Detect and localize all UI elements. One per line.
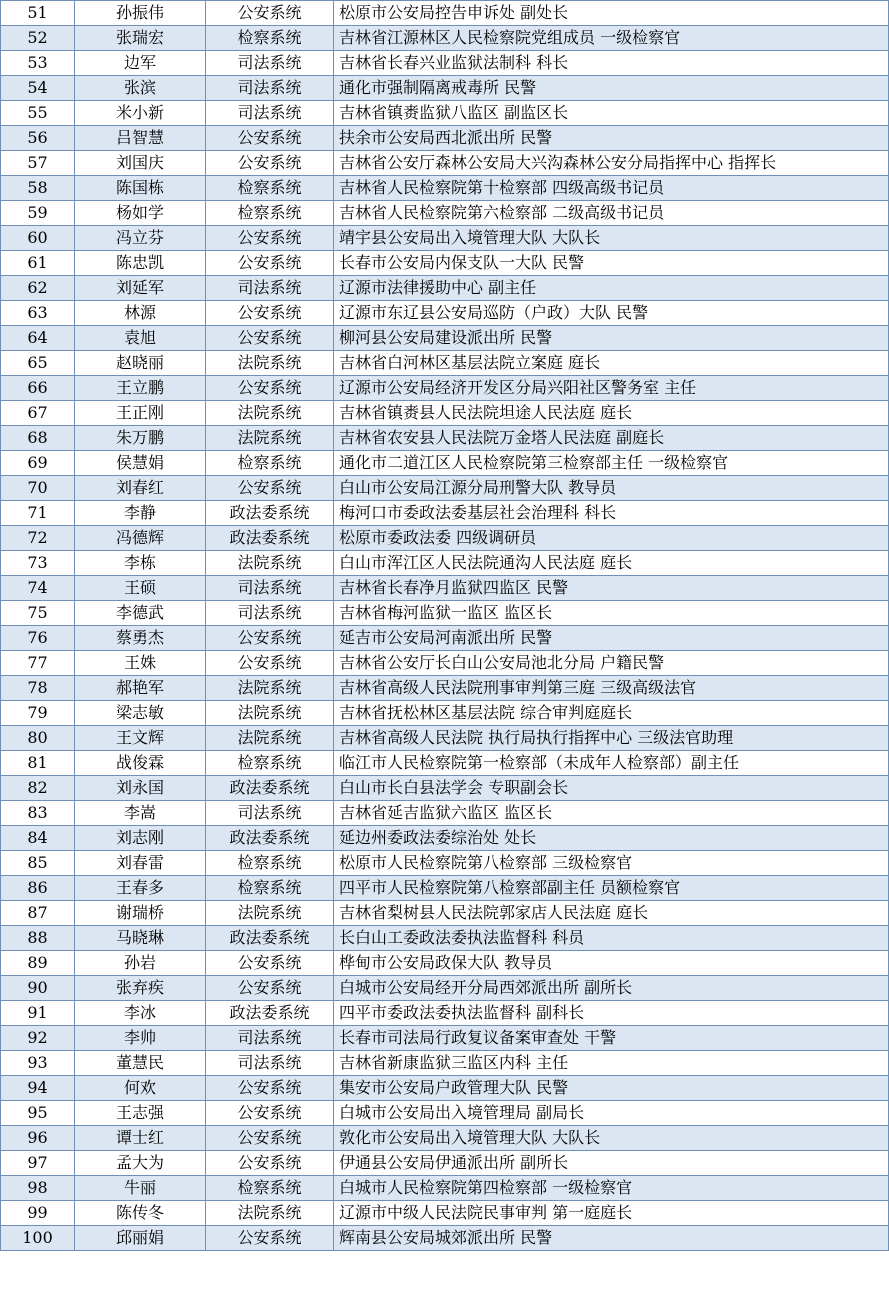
unit-position: 吉林省江源林区人民检察院党组成员 一级检察官 bbox=[334, 26, 889, 51]
unit-position: 桦甸市公安局政保大队 教导员 bbox=[334, 951, 889, 976]
person-name: 王硕 bbox=[75, 576, 206, 601]
person-name: 李德武 bbox=[75, 601, 206, 626]
unit-position: 吉林省白河林区基层法院立案庭 庭长 bbox=[334, 351, 889, 376]
unit-position: 吉林省公安厅长白山公安局池北分局 户籍民警 bbox=[334, 651, 889, 676]
row-number: 55 bbox=[1, 101, 75, 126]
unit-position: 白城市人民检察院第四检察部 一级检察官 bbox=[334, 1176, 889, 1201]
person-name: 王立鹏 bbox=[75, 376, 206, 401]
unit-position: 白山市公安局江源分局刑警大队 教导员 bbox=[334, 476, 889, 501]
person-name: 张滨 bbox=[75, 76, 206, 101]
table-row bbox=[1, 76, 889, 101]
unit-position: 辉南县公安局城郊派出所 民警 bbox=[334, 1226, 889, 1251]
row-number: 57 bbox=[1, 151, 75, 176]
row-number: 98 bbox=[1, 1176, 75, 1201]
system-name: 公安系统 bbox=[206, 1101, 334, 1126]
row-number: 69 bbox=[1, 451, 75, 476]
person-name: 张瑞宏 bbox=[75, 26, 206, 51]
row-number: 54 bbox=[1, 76, 75, 101]
system-name: 检察系统 bbox=[206, 751, 334, 776]
unit-position: 吉林省人民检察院第六检察部 二级高级书记员 bbox=[334, 201, 889, 226]
row-number: 73 bbox=[1, 551, 75, 576]
table-row bbox=[1, 951, 889, 976]
system-name: 法院系统 bbox=[206, 901, 334, 926]
person-name: 刘志刚 bbox=[75, 826, 206, 851]
system-name: 法院系统 bbox=[206, 426, 334, 451]
row-number: 52 bbox=[1, 26, 75, 51]
person-name: 王志强 bbox=[75, 1101, 206, 1126]
row-number: 78 bbox=[1, 676, 75, 701]
system-name: 公安系统 bbox=[206, 651, 334, 676]
unit-position: 四平市委政法委执法监督科 副科长 bbox=[334, 1001, 889, 1026]
person-name: 孙振伟 bbox=[75, 1, 206, 26]
table-row bbox=[1, 526, 889, 551]
person-name: 陈传冬 bbox=[75, 1201, 206, 1226]
person-name: 陈国栋 bbox=[75, 176, 206, 201]
row-number: 100 bbox=[1, 1226, 75, 1251]
table-row bbox=[1, 1101, 889, 1126]
system-name: 公安系统 bbox=[206, 1076, 334, 1101]
person-name: 刘国庆 bbox=[75, 151, 206, 176]
unit-position: 吉林省镇赉监狱八监区 副监区长 bbox=[334, 101, 889, 126]
person-name: 王姝 bbox=[75, 651, 206, 676]
table-row bbox=[1, 151, 889, 176]
system-name: 公安系统 bbox=[206, 326, 334, 351]
person-name: 谭士红 bbox=[75, 1126, 206, 1151]
system-name: 公安系统 bbox=[206, 151, 334, 176]
row-number: 76 bbox=[1, 626, 75, 651]
unit-position: 吉林省延吉监狱六监区 监区长 bbox=[334, 801, 889, 826]
row-number: 74 bbox=[1, 576, 75, 601]
system-name: 政法委系统 bbox=[206, 501, 334, 526]
row-number: 63 bbox=[1, 301, 75, 326]
person-name: 吕智慧 bbox=[75, 126, 206, 151]
row-number: 81 bbox=[1, 751, 75, 776]
system-name: 公安系统 bbox=[206, 126, 334, 151]
row-number: 99 bbox=[1, 1201, 75, 1226]
table-row bbox=[1, 901, 889, 926]
table-row bbox=[1, 301, 889, 326]
unit-position: 辽源市中级人民法院民事审判 第一庭庭长 bbox=[334, 1201, 889, 1226]
row-number: 77 bbox=[1, 651, 75, 676]
person-name: 张弃疾 bbox=[75, 976, 206, 1001]
system-name: 政法委系统 bbox=[206, 826, 334, 851]
person-name: 邱丽娟 bbox=[75, 1226, 206, 1251]
table-row bbox=[1, 226, 889, 251]
person-name: 郝艳军 bbox=[75, 676, 206, 701]
person-name: 孙岩 bbox=[75, 951, 206, 976]
table-row bbox=[1, 1, 889, 26]
unit-position: 辽源市法律援助中心 副主任 bbox=[334, 276, 889, 301]
row-number: 80 bbox=[1, 726, 75, 751]
person-name: 李静 bbox=[75, 501, 206, 526]
person-name: 牛丽 bbox=[75, 1176, 206, 1201]
person-name: 李栋 bbox=[75, 551, 206, 576]
row-number: 75 bbox=[1, 601, 75, 626]
person-name: 米小新 bbox=[75, 101, 206, 126]
system-name: 公安系统 bbox=[206, 226, 334, 251]
system-name: 司法系统 bbox=[206, 1026, 334, 1051]
table-row bbox=[1, 726, 889, 751]
system-name: 检察系统 bbox=[206, 201, 334, 226]
system-name: 司法系统 bbox=[206, 576, 334, 601]
system-name: 司法系统 bbox=[206, 51, 334, 76]
system-name: 司法系统 bbox=[206, 276, 334, 301]
person-name: 马晓琳 bbox=[75, 926, 206, 951]
row-number: 68 bbox=[1, 426, 75, 451]
system-name: 公安系统 bbox=[206, 301, 334, 326]
table-row bbox=[1, 851, 889, 876]
table-row bbox=[1, 676, 889, 701]
unit-position: 扶余市公安局西北派出所 民警 bbox=[334, 126, 889, 151]
row-number: 53 bbox=[1, 51, 75, 76]
unit-position: 松原市委政法委 四级调研员 bbox=[334, 526, 889, 551]
unit-position: 梅河口市委政法委基层社会治理科 科长 bbox=[334, 501, 889, 526]
person-name: 何欢 bbox=[75, 1076, 206, 1101]
system-name: 检察系统 bbox=[206, 451, 334, 476]
system-name: 检察系统 bbox=[206, 1176, 334, 1201]
row-number: 51 bbox=[1, 1, 75, 26]
table-row bbox=[1, 1026, 889, 1051]
person-name: 侯慧娟 bbox=[75, 451, 206, 476]
table-row bbox=[1, 776, 889, 801]
system-name: 公安系统 bbox=[206, 951, 334, 976]
table-row bbox=[1, 1076, 889, 1101]
person-name: 董慧民 bbox=[75, 1051, 206, 1076]
table-row bbox=[1, 401, 889, 426]
person-name: 杨如学 bbox=[75, 201, 206, 226]
table-row bbox=[1, 1151, 889, 1176]
table-row bbox=[1, 826, 889, 851]
system-name: 法院系统 bbox=[206, 351, 334, 376]
unit-position: 吉林省梅河监狱一监区 监区长 bbox=[334, 601, 889, 626]
table-row bbox=[1, 251, 889, 276]
person-name: 蔡勇杰 bbox=[75, 626, 206, 651]
person-name: 边军 bbox=[75, 51, 206, 76]
row-number: 93 bbox=[1, 1051, 75, 1076]
system-name: 检察系统 bbox=[206, 176, 334, 201]
unit-position: 集安市公安局户政管理大队 民警 bbox=[334, 1076, 889, 1101]
unit-position: 吉林省农安县人民法院万金塔人民法庭 副庭长 bbox=[334, 426, 889, 451]
unit-position: 临江市人民检察院第一检察部（未成年人检察部）副主任 bbox=[334, 751, 889, 776]
unit-position: 长白山工委政法委执法监督科 科员 bbox=[334, 926, 889, 951]
unit-position: 辽源市东辽县公安局巡防（户政）大队 民警 bbox=[334, 301, 889, 326]
unit-position: 吉林省新康监狱三监区内科 主任 bbox=[334, 1051, 889, 1076]
unit-position: 延边州委政法委综治处 处长 bbox=[334, 826, 889, 851]
table-row bbox=[1, 801, 889, 826]
unit-position: 白城市公安局出入境管理局 副局长 bbox=[334, 1101, 889, 1126]
system-name: 司法系统 bbox=[206, 801, 334, 826]
table-row bbox=[1, 651, 889, 676]
system-name: 法院系统 bbox=[206, 701, 334, 726]
row-number: 86 bbox=[1, 876, 75, 901]
person-name: 王文辉 bbox=[75, 726, 206, 751]
table-row bbox=[1, 1176, 889, 1201]
table-row bbox=[1, 701, 889, 726]
person-name: 林源 bbox=[75, 301, 206, 326]
unit-position: 通化市二道江区人民检察院第三检察部主任 一级检察官 bbox=[334, 451, 889, 476]
table-row bbox=[1, 626, 889, 651]
table-row bbox=[1, 126, 889, 151]
system-name: 政法委系统 bbox=[206, 776, 334, 801]
unit-position: 吉林省长春净月监狱四监区 民警 bbox=[334, 576, 889, 601]
table-row bbox=[1, 751, 889, 776]
table-row bbox=[1, 876, 889, 901]
system-name: 司法系统 bbox=[206, 1051, 334, 1076]
person-name: 陈忠凯 bbox=[75, 251, 206, 276]
system-name: 法院系统 bbox=[206, 551, 334, 576]
unit-position: 白山市长白县法学会 专职副会长 bbox=[334, 776, 889, 801]
table-row bbox=[1, 276, 889, 301]
system-name: 公安系统 bbox=[206, 626, 334, 651]
table-row bbox=[1, 1201, 889, 1226]
person-name: 王春多 bbox=[75, 876, 206, 901]
person-name: 战俊霖 bbox=[75, 751, 206, 776]
system-name: 公安系统 bbox=[206, 251, 334, 276]
system-name: 法院系统 bbox=[206, 401, 334, 426]
person-name: 刘春红 bbox=[75, 476, 206, 501]
row-number: 79 bbox=[1, 701, 75, 726]
table-row bbox=[1, 1051, 889, 1076]
person-name: 谢瑞桥 bbox=[75, 901, 206, 926]
system-name: 政法委系统 bbox=[206, 1001, 334, 1026]
system-name: 检察系统 bbox=[206, 26, 334, 51]
unit-position: 延吉市公安局河南派出所 民警 bbox=[334, 626, 889, 651]
unit-position: 四平市人民检察院第八检察部副主任 员额检察官 bbox=[334, 876, 889, 901]
unit-position: 白山市浑江区人民法院通沟人民法庭 庭长 bbox=[334, 551, 889, 576]
unit-position: 辽源市公安局经济开发区分局兴阳社区警务室 主任 bbox=[334, 376, 889, 401]
row-number: 71 bbox=[1, 501, 75, 526]
row-number: 83 bbox=[1, 801, 75, 826]
unit-position: 柳河县公安局建设派出所 民警 bbox=[334, 326, 889, 351]
unit-position: 靖宇县公安局出入境管理大队 大队长 bbox=[334, 226, 889, 251]
unit-position: 吉林省抚松林区基层法院 综合审判庭庭长 bbox=[334, 701, 889, 726]
unit-position: 长春市司法局行政复议备案审查处 干警 bbox=[334, 1026, 889, 1051]
table-row bbox=[1, 1126, 889, 1151]
unit-position: 吉林省长春兴业监狱法制科 科长 bbox=[334, 51, 889, 76]
row-number: 67 bbox=[1, 401, 75, 426]
table-row bbox=[1, 426, 889, 451]
table-row bbox=[1, 176, 889, 201]
table-row bbox=[1, 201, 889, 226]
row-number: 90 bbox=[1, 976, 75, 1001]
table-row bbox=[1, 601, 889, 626]
row-number: 87 bbox=[1, 901, 75, 926]
unit-position: 伊通县公安局伊通派出所 副所长 bbox=[334, 1151, 889, 1176]
person-name: 刘延军 bbox=[75, 276, 206, 301]
row-number: 97 bbox=[1, 1151, 75, 1176]
unit-position: 吉林省公安厅森林公安局大兴沟森林公安分局指挥中心 指挥长 bbox=[334, 151, 889, 176]
row-number: 58 bbox=[1, 176, 75, 201]
unit-position: 吉林省梨树县人民法院郭家店人民法庭 庭长 bbox=[334, 901, 889, 926]
system-name: 法院系统 bbox=[206, 1201, 334, 1226]
person-name: 李冰 bbox=[75, 1001, 206, 1026]
system-name: 法院系统 bbox=[206, 726, 334, 751]
row-number: 94 bbox=[1, 1076, 75, 1101]
person-name: 朱万鹏 bbox=[75, 426, 206, 451]
system-name: 司法系统 bbox=[206, 76, 334, 101]
row-number: 91 bbox=[1, 1001, 75, 1026]
row-number: 56 bbox=[1, 126, 75, 151]
row-number: 72 bbox=[1, 526, 75, 551]
person-name: 王正刚 bbox=[75, 401, 206, 426]
row-number: 65 bbox=[1, 351, 75, 376]
unit-position: 白城市公安局经开分局西郊派出所 副所长 bbox=[334, 976, 889, 1001]
row-number: 95 bbox=[1, 1101, 75, 1126]
table-row bbox=[1, 576, 889, 601]
row-number: 85 bbox=[1, 851, 75, 876]
table-row bbox=[1, 351, 889, 376]
roster-body bbox=[1, 1, 889, 1251]
table-row bbox=[1, 26, 889, 51]
row-number: 82 bbox=[1, 776, 75, 801]
row-number: 66 bbox=[1, 376, 75, 401]
unit-position: 吉林省镇赉县人民法院坦途人民法庭 庭长 bbox=[334, 401, 889, 426]
unit-position: 吉林省高级人民法院刑事审判第三庭 三级高级法官 bbox=[334, 676, 889, 701]
table-row bbox=[1, 976, 889, 1001]
table-row bbox=[1, 551, 889, 576]
system-name: 政法委系统 bbox=[206, 926, 334, 951]
person-name: 李帅 bbox=[75, 1026, 206, 1051]
system-name: 公安系统 bbox=[206, 976, 334, 1001]
system-name: 公安系统 bbox=[206, 476, 334, 501]
system-name: 司法系统 bbox=[206, 601, 334, 626]
row-number: 59 bbox=[1, 201, 75, 226]
table-row bbox=[1, 501, 889, 526]
row-number: 88 bbox=[1, 926, 75, 951]
system-name: 公安系统 bbox=[206, 1, 334, 26]
row-number: 92 bbox=[1, 1026, 75, 1051]
person-name: 冯立芬 bbox=[75, 226, 206, 251]
table-row bbox=[1, 476, 889, 501]
person-name: 刘春雷 bbox=[75, 851, 206, 876]
table-row bbox=[1, 1001, 889, 1026]
system-name: 检察系统 bbox=[206, 851, 334, 876]
person-name: 赵晓丽 bbox=[75, 351, 206, 376]
system-name: 公安系统 bbox=[206, 1126, 334, 1151]
unit-position: 通化市强制隔离戒毒所 民警 bbox=[334, 76, 889, 101]
row-number: 96 bbox=[1, 1126, 75, 1151]
table-row bbox=[1, 326, 889, 351]
system-name: 公安系统 bbox=[206, 1151, 334, 1176]
system-name: 公安系统 bbox=[206, 1226, 334, 1251]
unit-position: 长春市公安局内保支队一大队 民警 bbox=[334, 251, 889, 276]
person-name: 刘永国 bbox=[75, 776, 206, 801]
unit-position: 敦化市公安局出入境管理大队 大队长 bbox=[334, 1126, 889, 1151]
row-number: 60 bbox=[1, 226, 75, 251]
table-row bbox=[1, 51, 889, 76]
person-name: 袁旭 bbox=[75, 326, 206, 351]
person-name: 梁志敏 bbox=[75, 701, 206, 726]
unit-position: 吉林省人民检察院第十检察部 四级高级书记员 bbox=[334, 176, 889, 201]
table-row bbox=[1, 376, 889, 401]
table-row bbox=[1, 451, 889, 476]
system-name: 政法委系统 bbox=[206, 526, 334, 551]
system-name: 公安系统 bbox=[206, 376, 334, 401]
system-name: 法院系统 bbox=[206, 676, 334, 701]
row-number: 62 bbox=[1, 276, 75, 301]
unit-position: 吉林省高级人民法院 执行局执行指挥中心 三级法官助理 bbox=[334, 726, 889, 751]
system-name: 司法系统 bbox=[206, 101, 334, 126]
row-number: 61 bbox=[1, 251, 75, 276]
system-name: 检察系统 bbox=[206, 876, 334, 901]
row-number: 64 bbox=[1, 326, 75, 351]
person-name: 孟大为 bbox=[75, 1151, 206, 1176]
person-name: 冯德辉 bbox=[75, 526, 206, 551]
table-row bbox=[1, 1226, 889, 1251]
row-number: 84 bbox=[1, 826, 75, 851]
row-number: 70 bbox=[1, 476, 75, 501]
table-row bbox=[1, 101, 889, 126]
unit-position: 松原市公安局控告申诉处 副处长 bbox=[334, 1, 889, 26]
unit-position: 松原市人民检察院第八检察部 三级检察官 bbox=[334, 851, 889, 876]
table-row bbox=[1, 926, 889, 951]
person-name: 李嵩 bbox=[75, 801, 206, 826]
row-number: 89 bbox=[1, 951, 75, 976]
